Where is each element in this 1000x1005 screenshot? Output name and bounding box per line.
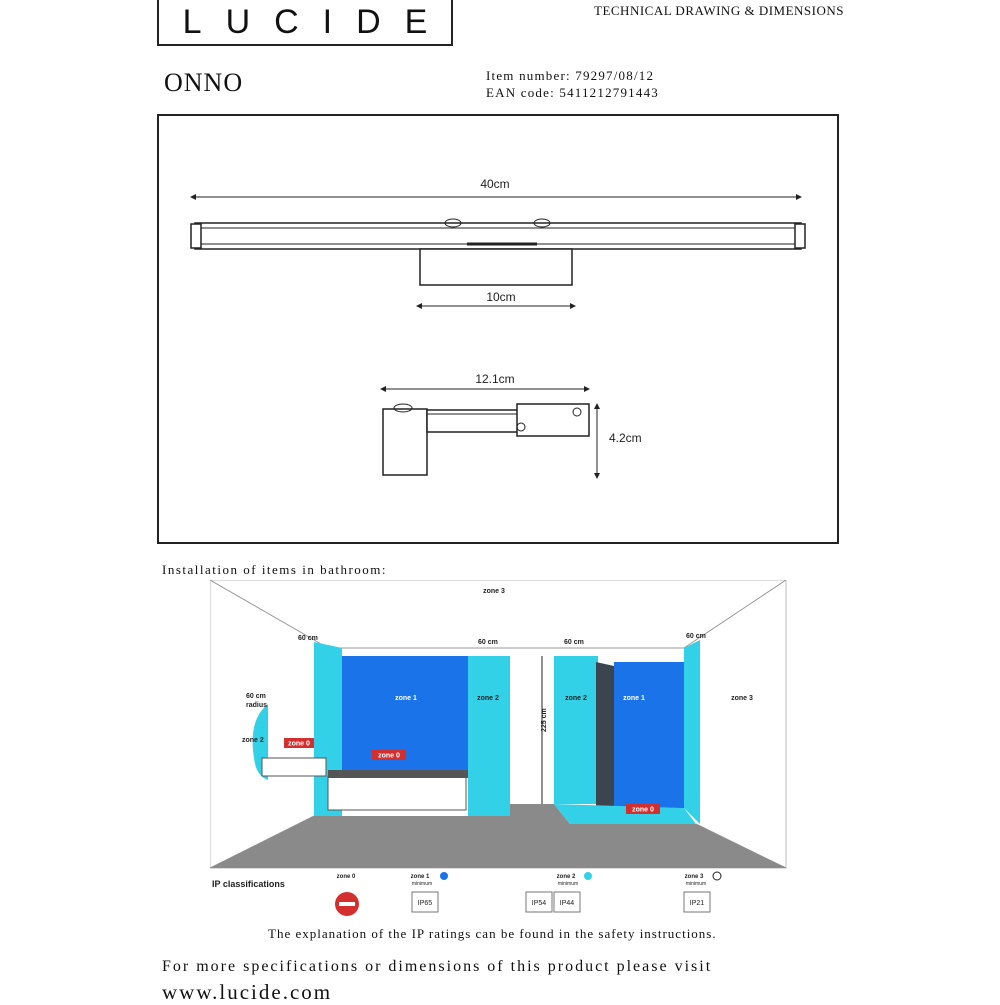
item-number: Item number: 79297/08/12	[486, 68, 655, 83]
footer-text: For more specifications or dimensions of this product please visit	[162, 958, 713, 975]
label-zone2-left: zone 2	[242, 737, 264, 744]
website-link[interactable]: www.lucide.com	[162, 980, 333, 1004]
zone2-right-wall	[684, 640, 700, 824]
brand-logo	[157, 0, 453, 46]
label-zone0-bath: zone 0	[378, 752, 400, 760]
ip-zone1-label: zone 1	[410, 874, 430, 880]
logo-text: LUCIDE	[182, 2, 452, 41]
zone3-dot-icon	[713, 872, 721, 880]
ip44-label: IP44	[559, 900, 575, 907]
shower-screen	[596, 662, 614, 816]
label-zone1-right: zone 1	[623, 695, 645, 702]
ip-explanation-note: The explanation of the IP ratings can be found in the safety instructions.	[268, 926, 717, 941]
label-60cm-mid2: 60 cm	[564, 639, 584, 646]
ip65-label: IP65	[417, 900, 433, 907]
ip-zone2-minimum: minimum	[557, 881, 579, 887]
ip-zone3-minimum: minimum	[685, 881, 707, 887]
label-zone0-shower: zone 0	[632, 806, 654, 814]
ip21-label: IP21	[689, 900, 705, 907]
dim-depth-label: 12.1cm	[475, 372, 515, 386]
technical-drawing	[157, 114, 839, 544]
label-225cm: 225 cm	[541, 708, 548, 732]
label-60cm-left: 60 cm	[298, 635, 318, 642]
product-name: ONNO	[164, 68, 244, 97]
side-view	[383, 389, 597, 476]
label-radius-word: radius	[246, 702, 268, 709]
ip-title: IP classifications	[212, 879, 285, 889]
zone1-dot-icon	[440, 872, 448, 880]
sink	[262, 758, 326, 776]
label-zone0-sink: zone 0	[288, 740, 310, 748]
zone2-mid-area	[468, 656, 510, 816]
bathroom-heading: Installation of items in bathroom:	[162, 562, 388, 577]
ip-classifications	[210, 870, 788, 922]
no-entry-bar	[339, 902, 355, 906]
zone2-dot-icon	[584, 872, 592, 880]
document-title: TECHNICAL DRAWING & DIMENSIONS	[594, 3, 844, 18]
label-60cm-right: 60 cm	[686, 633, 706, 640]
ip-zone3-label: zone 3	[684, 874, 704, 880]
ip-zone1-minimum: minimum	[411, 881, 433, 887]
zone1-right-area	[614, 662, 684, 808]
label-zone3-top: zone 3	[483, 588, 505, 595]
zone2-right-area	[554, 656, 598, 804]
dim-base-label: 10cm	[486, 290, 516, 304]
label-zone3-right: zone 3	[731, 695, 753, 702]
ip-zone2-label: zone 2	[556, 874, 576, 880]
bathroom-zones-illustration	[210, 580, 788, 870]
ean-code: EAN code: 5411212791443	[486, 85, 659, 100]
label-zone1-left: zone 1	[395, 695, 417, 702]
ip54-label: IP54	[531, 900, 547, 907]
label-zone2-mid: zone 2	[477, 695, 499, 702]
label-zone2-right: zone 2	[565, 695, 587, 702]
dim-height-label: 4.2cm	[609, 431, 642, 445]
bathtub-rim	[328, 770, 468, 778]
bathtub	[328, 776, 466, 810]
ip-zone0-label: zone 0	[336, 874, 356, 880]
dim-length-label: 40cm	[480, 177, 510, 191]
label-radius-60: 60 cm	[246, 693, 266, 700]
label-60cm-mid1: 60 cm	[478, 639, 498, 646]
